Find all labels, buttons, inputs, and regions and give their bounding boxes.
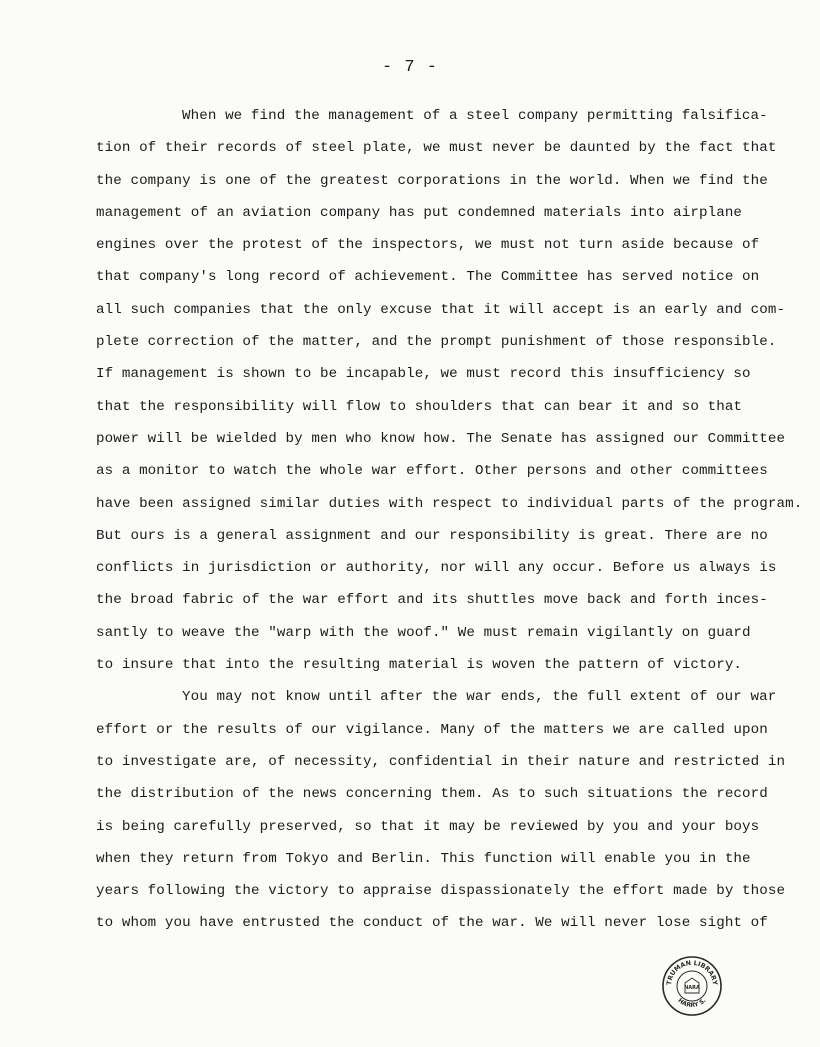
- stamp-center-text: NARA: [684, 985, 700, 991]
- paragraph-line: is being carefully preserved, so that it may be reviewed by you and your boys: [96, 818, 760, 835]
- paragraph-line: to insure that into the resulting material is woven the pattern of victory.: [96, 657, 743, 674]
- paragraph-line: all such companies that the only excuse that it will accept is an early and com-: [96, 301, 786, 318]
- paragraph-line: effort or the results of our vigilance. Many of the matters we are called upon: [96, 721, 768, 738]
- paragraph-line: management of an aviation company has put condemned materials into airplane: [96, 204, 743, 221]
- stamp-top-text: TRUMAN LIBRARY: [664, 958, 720, 986]
- document-body: [96, 100, 803, 940]
- paragraph-line: power will be wielded by men who know how. The Senate has assigned our Committee: [96, 430, 786, 447]
- paragraph-line: have been assigned similar duties with respect to individual parts of the program.: [96, 495, 803, 512]
- paragraph-line: When we find the management of a steel company permitting falsifica-: [182, 108, 768, 124]
- paragraph-line: to investigate are, of necessity, confidential in their nature and restricted in: [96, 753, 786, 770]
- paragraph-line: plete correction of the matter, and the prompt punishment of those responsible.: [96, 334, 777, 351]
- truman-library-stamp-icon: [661, 955, 723, 1017]
- paragraph-line: If management is shown to be incapable, we must record this insufficiency so: [96, 366, 751, 383]
- paragraph-line: the distribution of the news concerning them. As to such situations the record: [96, 786, 768, 803]
- paragraph-line: santly to weave the "warp with the woof." We must remain vigilantly on guard: [96, 624, 751, 641]
- paragraph-line: engines over the protest of the inspectors, we must not turn aside because of: [96, 237, 760, 254]
- paragraph-line: But ours is a general assignment and our responsibility is great. There are no: [96, 527, 768, 544]
- paragraph-line: that the responsibility will flow to shoulders that can bear it and so that: [96, 398, 743, 415]
- paragraph-line: that company's long record of achievement. The Committee has served notice on: [96, 269, 760, 286]
- paragraph-line: when they return from Tokyo and Berlin. This function will enable you in the: [96, 850, 751, 867]
- paragraph-line: the company is one of the greatest corporations in the world. When we find the: [96, 172, 768, 189]
- stamp-bottom-text: HARRY S.: [676, 997, 708, 1010]
- paragraph-line: as a monitor to watch the whole war effort. Other persons and other committees: [96, 463, 768, 480]
- paragraph-line: years following the victory to appraise dispassionately the effort made by those: [96, 883, 786, 900]
- paragraph-line: conflicts in jurisdiction or authority, nor will any occur. Before us always is: [96, 560, 777, 577]
- page-number: - 7 -: [381, 58, 438, 77]
- paragraph-line: to whom you have entrusted the conduct of the war. We will never lose sight of: [96, 915, 768, 932]
- paragraph-line: the broad fabric of the war effort and its shuttles move back and forth inces-: [96, 592, 768, 609]
- paragraph-line: You may not know until after the war ends, the full extent of our war: [182, 689, 777, 706]
- paragraph-line: tion of their records of steel plate, we must never be daunted by the fact that: [96, 140, 777, 157]
